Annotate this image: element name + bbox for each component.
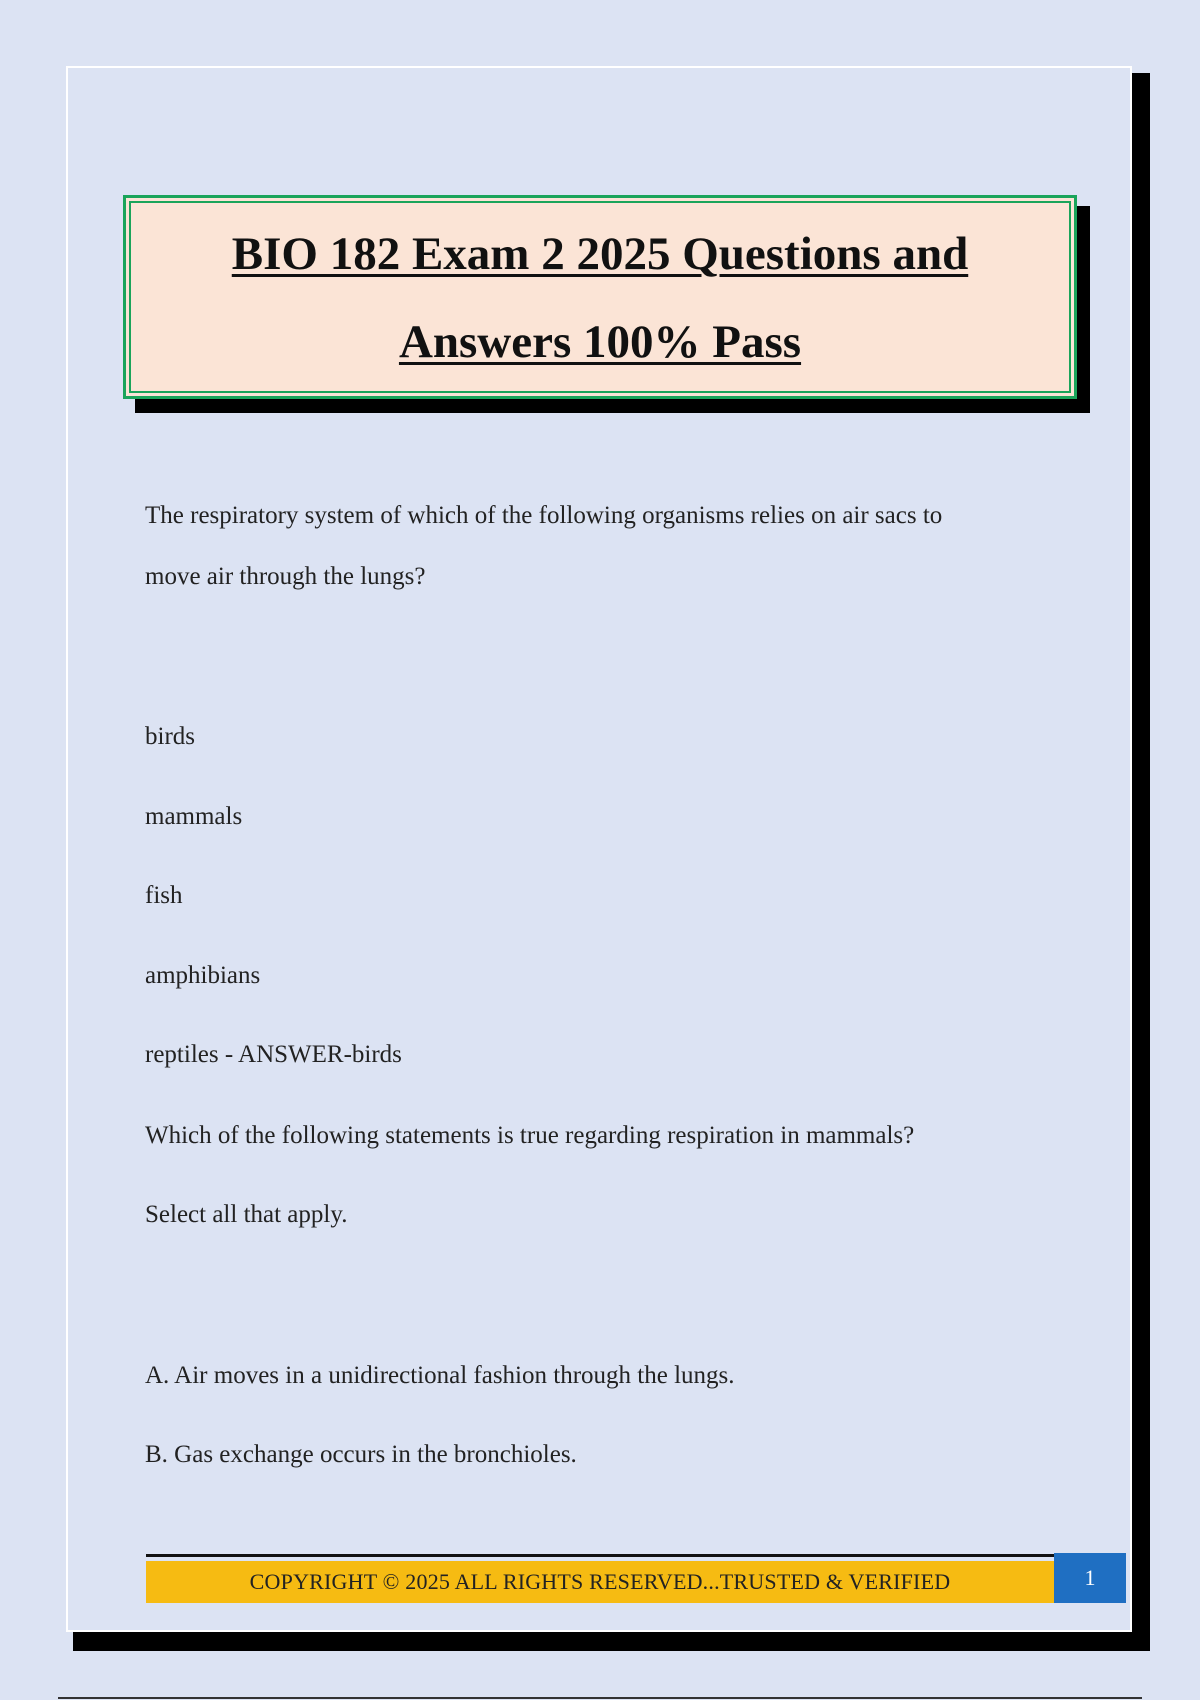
answer-option: mammals bbox=[145, 803, 243, 830]
answer-option: birds bbox=[145, 723, 195, 750]
answer-option-with-answer: reptiles - ANSWER-birds bbox=[145, 1041, 402, 1068]
question-2-line-2: Select all that apply. bbox=[145, 1201, 348, 1228]
answer-option: fish bbox=[145, 882, 183, 909]
answer-option: amphibians bbox=[145, 962, 261, 989]
document-title: BIO 182 Exam 2 2025 Questions and Answers 100% Pass bbox=[231, 228, 969, 368]
footer-rule bbox=[146, 1554, 1055, 1557]
footer-copyright: COPYRIGHT © 2025 ALL RIGHTS RESERVED...TRUSTED & VERIFIED bbox=[146, 1561, 1054, 1603]
page-number: 1 bbox=[1054, 1553, 1126, 1603]
answer-option: B. Gas exchange occurs in the bronchioles. bbox=[145, 1441, 577, 1468]
title-box bbox=[123, 195, 1077, 399]
bottom-divider bbox=[58, 1697, 1142, 1699]
question-1-line-1: The respiratory system of which of the following organisms relies on air sacs to bbox=[145, 502, 943, 529]
question-2-line-1: Which of the following statements is true regarding respiration in mammals? bbox=[145, 1122, 915, 1149]
answer-option: A. Air moves in a unidirectional fashion through the lungs. bbox=[145, 1362, 735, 1389]
question-1-line-2: move air through the lungs? bbox=[145, 563, 426, 590]
